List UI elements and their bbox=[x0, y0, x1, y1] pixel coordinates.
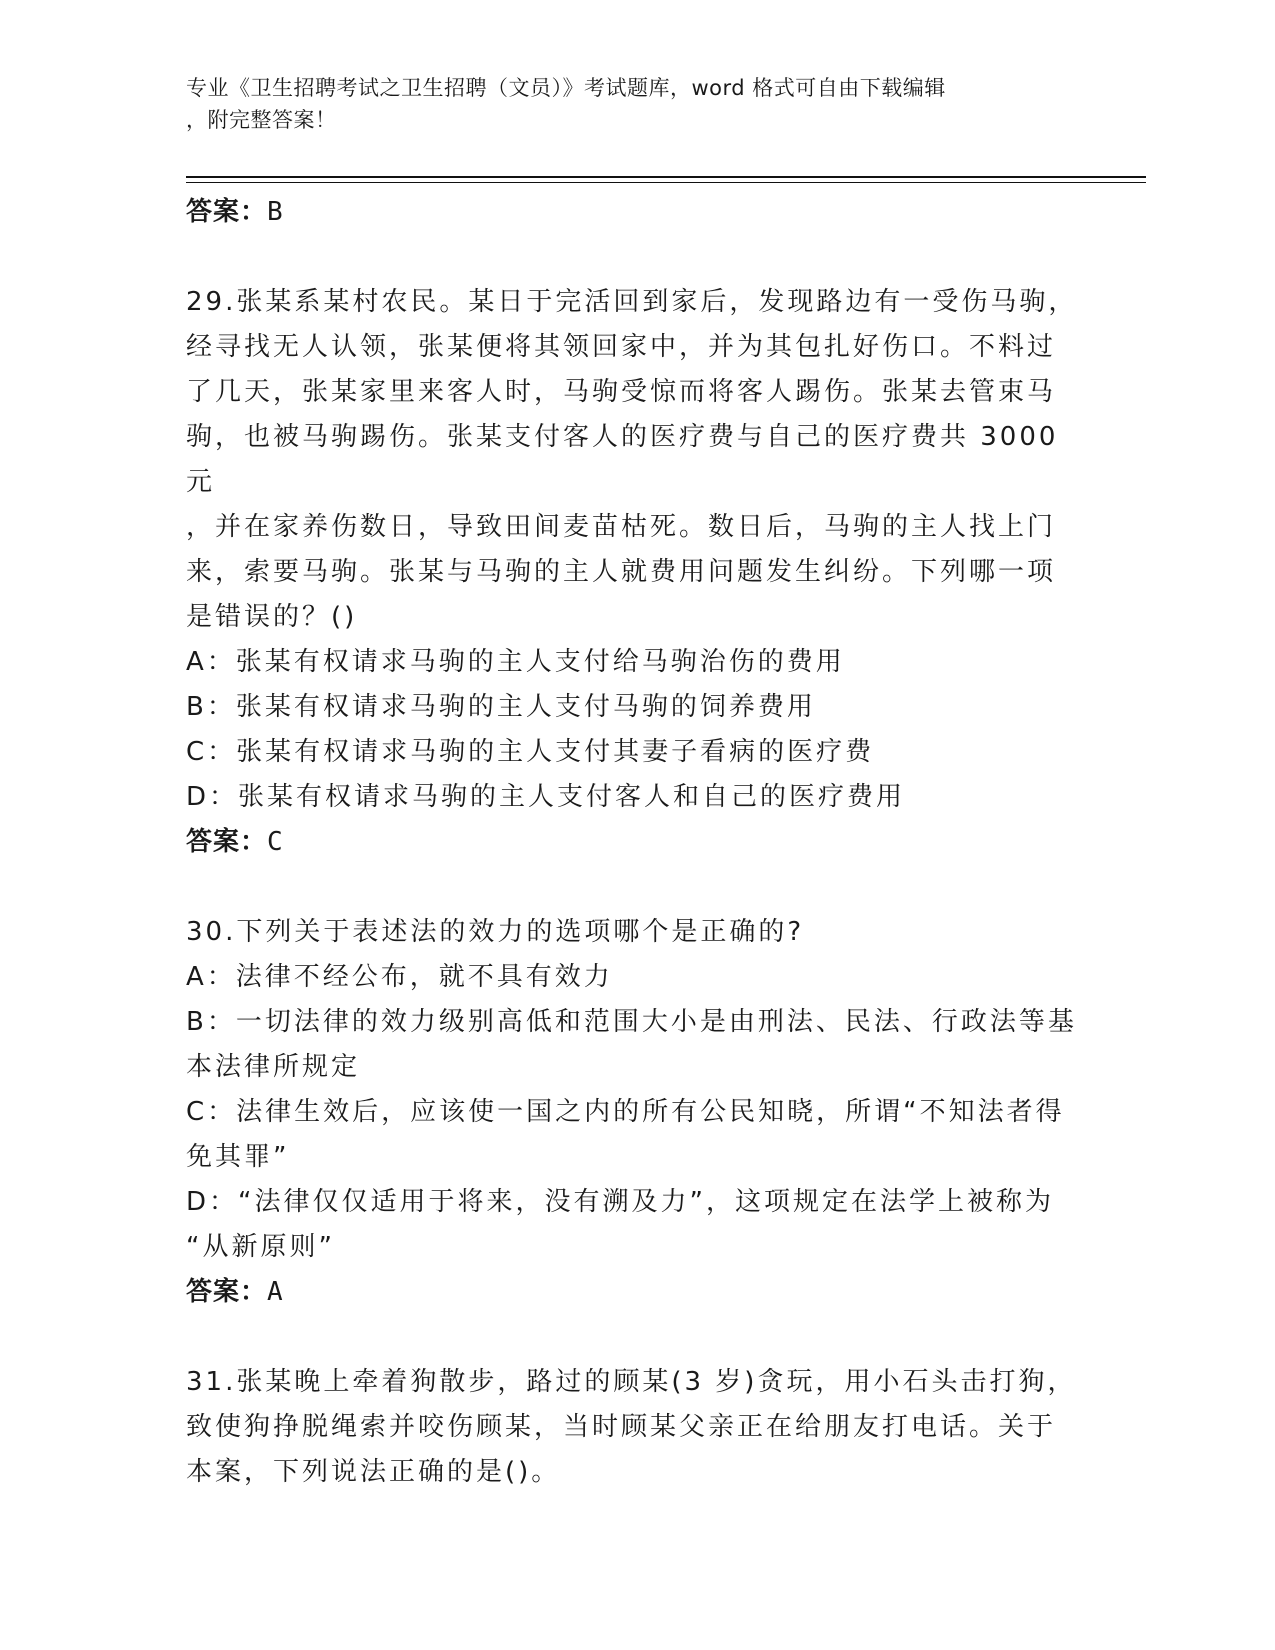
option-a: A：法律不经公布，就不具有效力 bbox=[186, 962, 613, 992]
question-stem-line: 31.张某晚上牵着狗散步，路过的顾某(3 岁)贪玩，用小石头击打狗， bbox=[186, 1367, 1077, 1397]
question-stem-line: 是错误的？() bbox=[186, 602, 358, 632]
option-a: A：张某有权请求马驹的主人支付给马驹治伤的费用 bbox=[186, 647, 845, 677]
answer-label: 答案： bbox=[186, 827, 268, 857]
document-header bbox=[186, 72, 1066, 136]
answer-value: A bbox=[267, 1277, 284, 1307]
option-b: B：一切法律的效力级别高低和范围大小是由刑法、民法、行政法等基 bbox=[186, 1007, 1077, 1037]
answer-label: 答案： bbox=[186, 1277, 268, 1307]
option-d: D：“法律仅仅适用于将来，没有溯及力”，这项规定在法学上被称为 bbox=[186, 1187, 1054, 1217]
question-stem-line: 来，索要马驹。张某与马驹的主人就费用问题发生纠纷。下列哪一项 bbox=[186, 557, 1057, 587]
header-line-1: 专业《卫生招聘考试之卫生招聘（文员）》考试题库，word 格式可自由下载编辑 bbox=[186, 76, 946, 100]
question-stem-line: 29.张某系某村农民。某日于完活回到家后，发现路边有一受伤马驹， bbox=[186, 287, 1078, 317]
option-c: C：法律生效后，应该使一国之内的所有公民知晓，所谓“不知法者得 bbox=[186, 1097, 1065, 1127]
answer-value: B bbox=[267, 197, 284, 227]
header-rule-thick bbox=[186, 176, 1146, 178]
question-stem-line: ，并在家养伤数日，导致田间麦苗枯死。数日后，马驹的主人找上门 bbox=[186, 512, 1057, 542]
question-31 bbox=[186, 1360, 1086, 1495]
option-d-cont: “从新原则” bbox=[186, 1232, 335, 1262]
option-b: B：张某有权请求马驹的主人支付马驹的饲养费用 bbox=[186, 692, 816, 722]
question-stem-line: 30.下列关于表述法的效力的选项哪个是正确的? bbox=[186, 917, 805, 947]
question-30 bbox=[186, 910, 1086, 1314]
answer-prev bbox=[186, 190, 1086, 234]
question-stem-line: 了几天，张某家里来客人时，马驹受惊而将客人踢伤。张某去管束马 bbox=[186, 377, 1057, 407]
question-stem-line: 本案，下列说法正确的是()。 bbox=[186, 1457, 561, 1487]
option-c: C：张某有权请求马驹的主人支付其妻子看病的医疗费 bbox=[186, 737, 875, 767]
question-stem-line: 致使狗挣脱绳索并咬伤顾某，当时顾某父亲正在给朋友打电话。关于 bbox=[186, 1412, 1057, 1442]
question-stem-line: 驹，也被马驹踢伤。张某支付客人的医疗费与自己的医疗费共 3000 元 bbox=[186, 422, 1059, 497]
answer-label: 答案： bbox=[186, 197, 268, 227]
question-stem-line: 经寻找无人认领，张某便将其领回家中，并为其包扎好伤口。不料过 bbox=[186, 332, 1057, 362]
header-rule-thin bbox=[186, 182, 1146, 183]
option-d: D：张某有权请求马驹的主人支付客人和自己的医疗费用 bbox=[186, 782, 906, 812]
question-29 bbox=[186, 280, 1086, 864]
option-c-cont: 免其罪” bbox=[186, 1142, 290, 1172]
answer-30 bbox=[186, 1270, 1086, 1314]
document-body bbox=[186, 190, 1086, 1495]
answer-value: C bbox=[267, 827, 284, 857]
answer-29 bbox=[186, 820, 1086, 864]
option-b-cont: 本法律所规定 bbox=[186, 1052, 361, 1082]
header-line-2: ，附完整答案！ bbox=[186, 108, 337, 132]
